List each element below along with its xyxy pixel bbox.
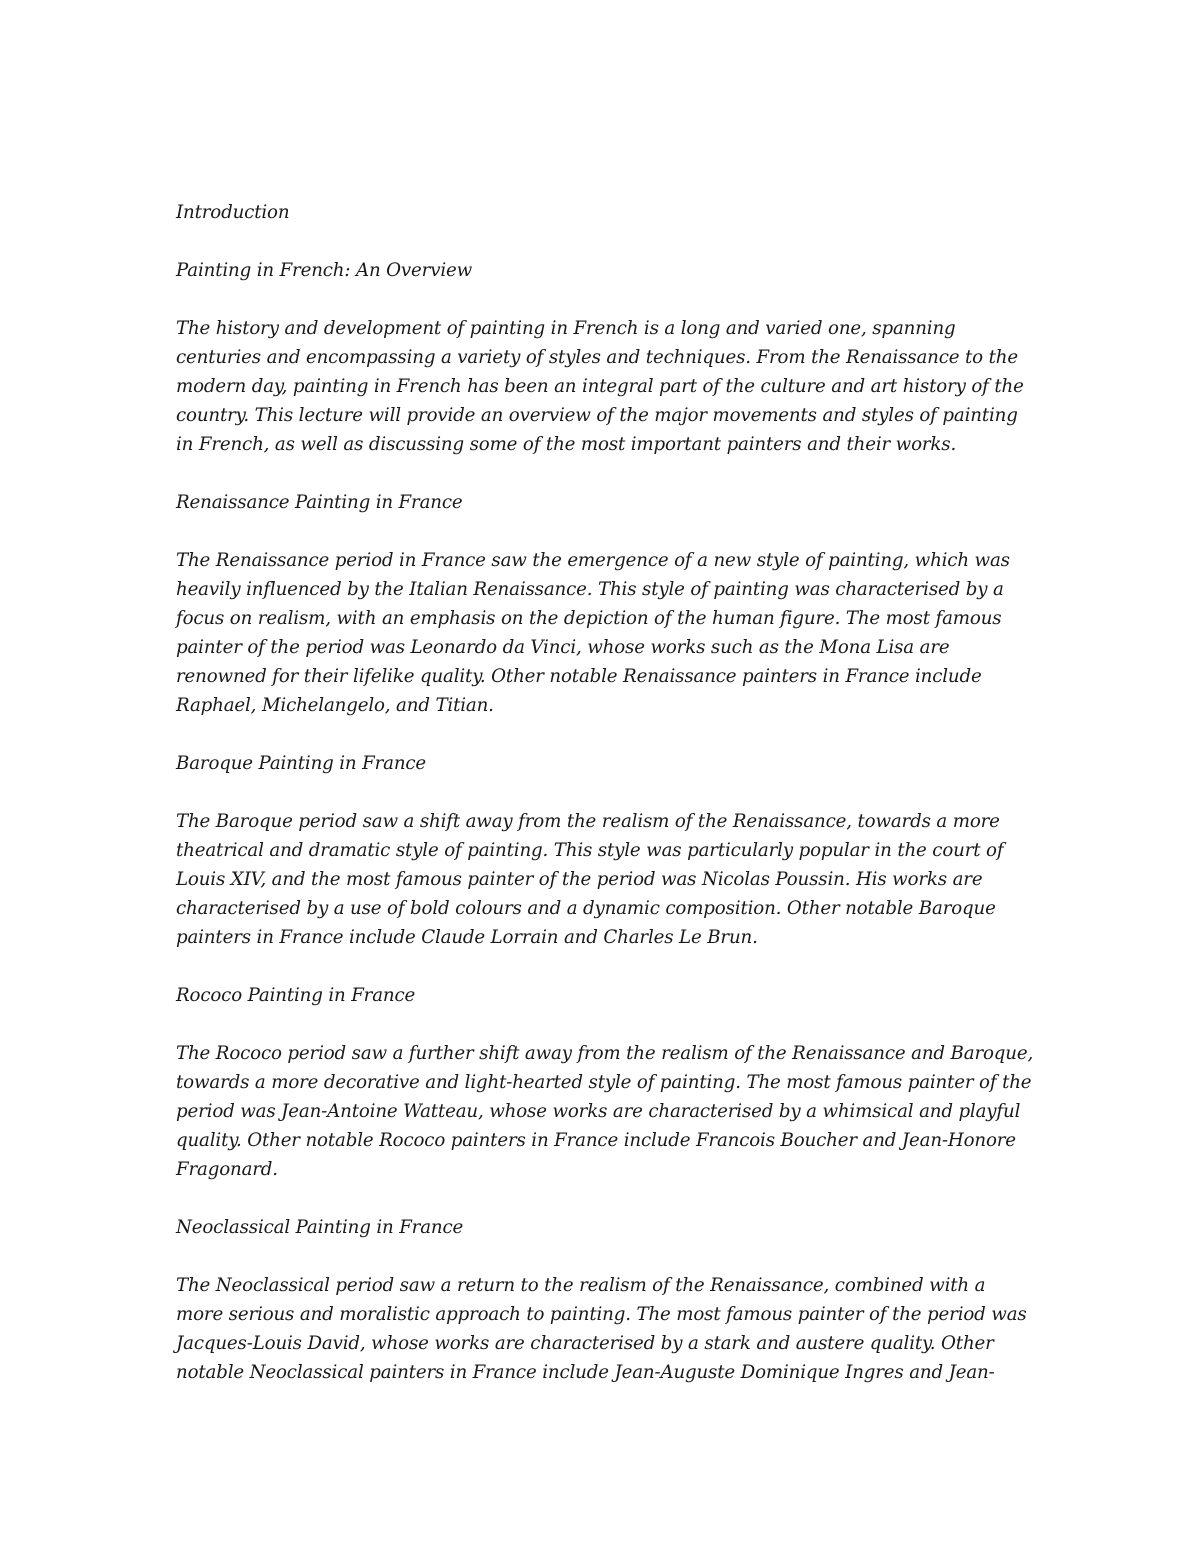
- overview-paragraph: The history and development of painting in French is a long and varied one, spanning centuries and encompassing a variety of styles and techniques. From the Renaissance to the modern day, painting in French has been an integral part of the culture and art history of the country. This lecture will provide an overview of the major movements and styles of painting in French, as well as discussing some of the most important painters and their works.: [176, 318, 1024, 455]
- intro-heading: Introduction: [176, 202, 290, 223]
- neoclassical-paragraph: The Neoclassical period saw a return to the realism of the Renaissance, combined with a more serious and moralistic approach to painting. The most famous painter of the period was Jacques-Louis David, whose works are characterised by a stark and austere quality. Other notable Neoclassical painters in France include Jean-Auguste Dominique Ingres and Jean-: [176, 1275, 1027, 1383]
- rococo-heading: Rococo Painting in France: [176, 985, 416, 1006]
- renaissance-paragraph: The Renaissance period in France saw the emergence of a new style of painting, which was heavily influenced by the Italian Renaissance. This style of painting was characterised by a focus on realism, with an emphasis on the depiction of the human figure. The most famous painter of the period was Leonardo da Vinci, whose works such as the Mona Lisa are renowned for their lifelike quality. Other notable Renaissance painters in France include Raphael, Michelangelo, and Titian.: [176, 550, 1010, 716]
- neoclassical-heading: Neoclassical Painting in France: [176, 1217, 464, 1238]
- document-body: [176, 198, 1036, 1416]
- baroque-paragraph: The Baroque period saw a shift away from the realism of the Renaissance, towards a more theatrical and dramatic style of painting. This style was particularly popular in the court of Louis XIV, and the most famous painter of the period was Nicolas Poussin. His works are characterised by a use of bold colours and a dynamic composition. Other notable Baroque painters in France include Claude Lorrain and Charles Le Brun.: [176, 811, 1004, 948]
- renaissance-heading: Renaissance Painting in France: [176, 492, 463, 513]
- overview-heading: Painting in French: An Overview: [176, 260, 473, 281]
- baroque-heading: Baroque Painting in France: [176, 753, 427, 774]
- rococo-paragraph: The Rococo period saw a further shift away from the realism of the Renaissance and Baroque, towards a more decorative and light-hearted style of painting. The most famous painter of the period was Jean-Antoine Watteau, whose works are characterised by a whimsical and playful quality. Other notable Rococo painters in France include Francois Boucher and Jean-Honore Fragonard.: [176, 1043, 1034, 1180]
